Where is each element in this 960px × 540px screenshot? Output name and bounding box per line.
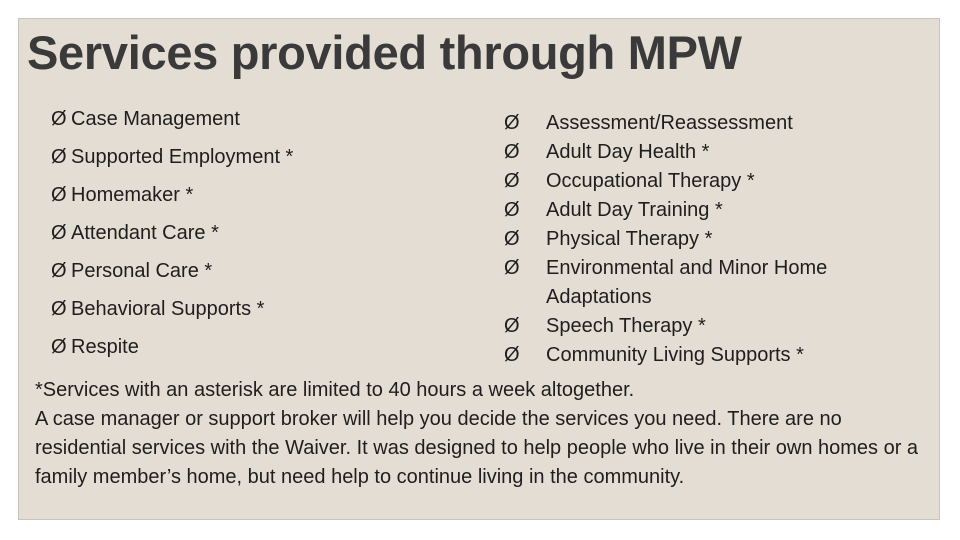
list-item: [51, 107, 293, 145]
list-item: [51, 145, 293, 183]
list-item: [504, 341, 846, 370]
arrow-bullet-icon: Ø: [51, 222, 67, 244]
arrow-bullet-icon: Ø: [504, 170, 520, 192]
list-item: [51, 335, 293, 373]
service-label: Supported Employment *: [71, 146, 294, 168]
list-item: [504, 254, 846, 312]
service-label: Homemaker *: [71, 184, 194, 206]
arrow-bullet-icon: Ø: [504, 228, 520, 250]
arrow-bullet-icon: Ø: [51, 336, 67, 358]
arrow-bullet-icon: Ø: [51, 108, 67, 130]
service-label: Adult Day Training *: [546, 199, 723, 221]
list-item: [51, 221, 293, 259]
list-item: [504, 225, 846, 254]
arrow-bullet-icon: Ø: [504, 257, 520, 279]
arrow-bullet-icon: Ø: [51, 184, 67, 206]
service-label: Adult Day Health *: [546, 141, 710, 163]
list-item: [504, 312, 846, 341]
list-item: [504, 196, 846, 225]
list-item: [51, 259, 293, 297]
service-label: Case Management: [71, 108, 240, 130]
arrow-bullet-icon: Ø: [51, 298, 67, 320]
service-label: Physical Therapy *: [546, 228, 713, 250]
arrow-bullet-icon: Ø: [504, 315, 520, 337]
service-label: Occupational Therapy *: [546, 170, 755, 192]
asterisk-note: *Services with an asterisk are limited to 40 hours a week altogether.: [35, 379, 635, 401]
arrow-bullet-icon: Ø: [504, 199, 520, 221]
service-label: Environmental and Minor Home Adaptations: [546, 257, 828, 308]
list-item: [504, 167, 846, 196]
footnote-paragraph: A case manager or support broker will help you decide the services you need. There are no residential services with the Waiver. It was designed to help people who live in their own homes or a family member’s home, but need help to continue living in the community.: [35, 408, 919, 488]
service-label: Community Living Supports *: [546, 344, 804, 366]
list-item: [51, 183, 293, 221]
service-label: Personal Care *: [71, 260, 213, 282]
list-item: [51, 297, 293, 335]
service-label: Speech Therapy *: [546, 315, 706, 337]
service-label: Attendant Care *: [71, 222, 219, 244]
service-label: Behavioral Supports *: [71, 298, 265, 320]
service-label: Respite: [71, 336, 139, 358]
arrow-bullet-icon: Ø: [51, 146, 67, 168]
right-services-list: [504, 109, 846, 370]
arrow-bullet-icon: Ø: [504, 344, 520, 366]
slide-title: Services provided through MPW: [27, 26, 742, 79]
slide: [18, 18, 940, 520]
service-label: Assessment/Reassessment: [546, 112, 793, 134]
left-services-list: [51, 107, 293, 373]
list-item: [504, 109, 846, 138]
arrow-bullet-icon: Ø: [51, 260, 67, 282]
arrow-bullet-icon: Ø: [504, 141, 520, 163]
arrow-bullet-icon: Ø: [504, 112, 520, 134]
list-item: [504, 138, 846, 167]
footnote: [35, 376, 935, 492]
